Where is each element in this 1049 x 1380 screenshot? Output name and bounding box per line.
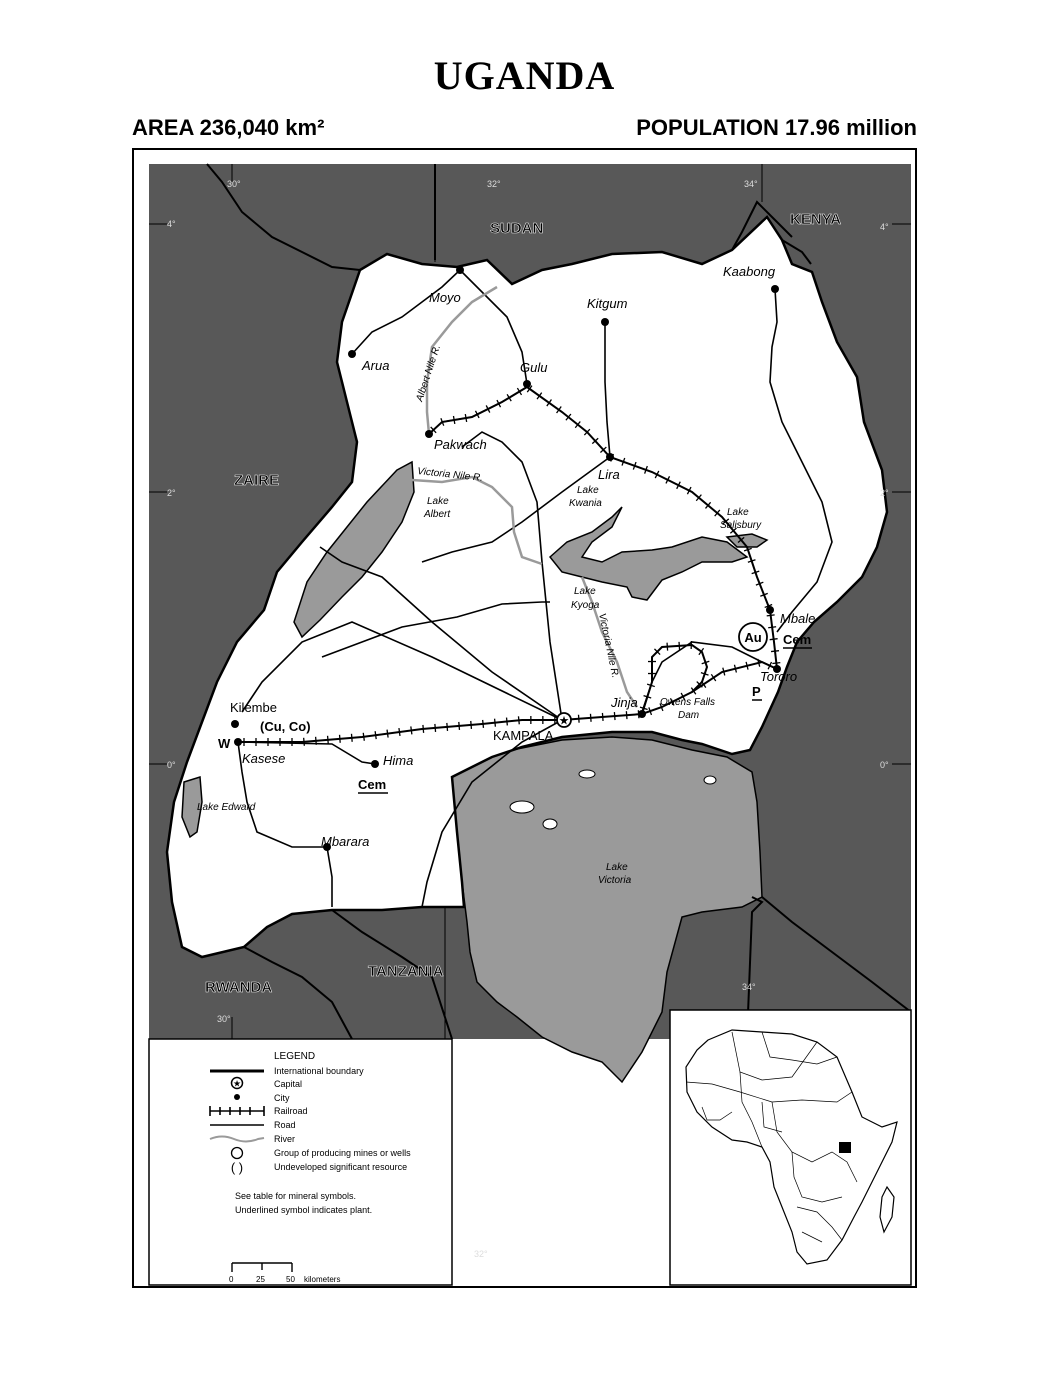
area-statistic: AREA 236,040 km² [132,115,325,140]
city-label-kampala: KAMPALA [493,728,554,743]
city-dot-lira [606,453,614,461]
population-statistic: POPULATION 17.96 million [636,115,917,140]
svg-text:★: ★ [558,713,570,728]
railroad-tie [328,736,329,744]
city-dot-pakwach [425,430,433,438]
city-label-mbarara: Mbarara [321,834,370,849]
graticule-label: 2° [167,488,176,498]
city-label-kitgum: Kitgum [587,296,628,311]
railroad-tie [447,723,448,731]
river-label-victoria-nile-south: Victoria Nile R. [596,612,621,680]
legend-note: See table for mineral symbols. [235,1191,357,1201]
lake-label-victoria: Victoria [598,875,632,886]
railroad-tie [590,714,591,722]
graticule-label: 2° [880,488,889,498]
mineral-label-cem-hima: Cem [358,777,387,792]
country-label-tanzania: TANZANIA [368,963,444,980]
railroad-tie [304,738,305,746]
lake-label-edward: Lake Edward [197,802,256,813]
city-label-tororo: Tororo [760,669,798,684]
capital-symbol-kampala [557,713,571,728]
mineral-label-w: W [218,736,231,751]
graticule-label: 32° [487,179,501,189]
legend-heading: LEGEND [274,1051,316,1062]
lake-label-salisbury: Salisbury [720,520,762,531]
railroad-tie [602,713,603,721]
city-dot-moyo [456,266,464,274]
mineral-label-cem-mbale: Cem [783,632,812,647]
dam-label-owens-falls: Owens Falls [660,697,716,708]
lake-island [543,819,557,829]
lake-label-albert: Lake [427,496,449,507]
city-label-kilembe: Kilembe [230,700,277,715]
railroad-tie [518,716,519,724]
lake-label-victoria: Lake [606,862,628,873]
river-label-victoria-nile-west: Victoria Nile R. [416,466,484,484]
city-dot-kitgum [601,318,609,326]
graticule-label: 34° [744,179,758,189]
lake-label-salisbury: Lake [727,507,749,518]
graticule-label: 4° [880,222,889,232]
railroad-tie [495,719,496,727]
city-dot-mbale [766,606,774,614]
city-label-hima: Hima [383,753,414,768]
graticule-label: 0° [880,760,889,770]
legend-symbol-mine-group [232,1148,243,1159]
scale-tick-label: 25 [256,1275,265,1284]
legend-symbol-capital [232,1078,243,1089]
railroad-tie [614,712,615,720]
graticule-label: 4° [167,219,176,229]
city-label-moyo: Moyo [429,290,461,305]
country-label-zaire: ZAIRE [234,472,279,489]
city-label-lira: Lira [598,467,620,482]
railroad-tie [579,715,580,723]
legend-symbol-city [234,1094,240,1100]
legend-item-label: River [274,1134,296,1144]
railroad-tie [483,720,484,728]
city-dot-kasese [234,738,242,746]
river-label-albert-nile: Albert Nile R. [414,343,444,403]
legend-item-label: Group of producing mines or wells [274,1148,411,1158]
railroad-tie [351,734,352,742]
map-title: UGANDA [433,53,616,98]
country-label-sudan: SUDAN [490,220,544,237]
dam-label-owens-falls: Dam [678,710,700,721]
railroad-tie [507,718,508,726]
country-label-kenya: KENYA [790,211,842,228]
lake-label-kyoga: Kyoga [571,600,600,611]
city-label-arua: Arua [362,358,390,373]
legend-item-label: Undeveloped significant resource [274,1162,408,1172]
city-dot-gulu [523,380,531,388]
legend-item-label: Capital [274,1079,303,1089]
city-label-mbale: Mbale [780,611,816,626]
railroad-tie [772,663,780,664]
railroad-tie [626,711,627,719]
uganda-locator-highlight [839,1142,851,1153]
city-label-gulu: Gulu [520,360,548,375]
city-label-kasese: Kasese [242,751,286,766]
city-dot-jinja [638,710,646,718]
lake-label-kyoga: Lake [574,586,596,597]
map-frame [132,148,917,1288]
mineral-label-au: Au [744,630,762,645]
railroad-tie [459,722,460,730]
lake-island [704,776,716,784]
city-label-pakwach: Pakwach [434,437,487,452]
lake-label-albert: Albert [424,509,451,520]
scale-tick-label: 50 [286,1275,295,1284]
lake-island [579,770,595,778]
legend-box [149,1039,452,1285]
svg-text:★: ★ [232,1078,242,1089]
legend-item-label: City [274,1093,290,1103]
graticule-label: 34° [742,982,756,992]
legend-note: Underlined symbol indicates plant. [235,1205,373,1215]
city-label-jinja: Jinja [611,695,638,710]
city-dot-kaabong [771,285,779,293]
railroad-tie [471,721,472,729]
legend-item-label: Railroad [274,1106,308,1116]
railroad-tie [435,724,436,732]
mineral-label-p: P [752,684,761,699]
railroad-tie [423,725,424,733]
railroad-tie [316,737,317,745]
lake-island [510,801,534,813]
graticule-label: 30° [227,179,241,189]
city-label-kaabong: Kaabong [723,264,776,279]
uganda-map [134,150,915,1286]
mineral-label-cu-co: (Cu, Co) [260,719,311,734]
city-dot-arua [348,350,356,358]
legend-symbol-undeveloped: ( ) [230,1160,244,1175]
scale-tick-label: 0 [229,1275,234,1284]
legend-item-label: International boundary [274,1066,364,1076]
graticule-label: 0° [167,760,176,770]
country-label-rwanda: RWANDA [205,979,273,996]
city-dot-kilembe [231,720,239,728]
lake-label-kwania: Lake [577,485,599,496]
legend-item-label: Road [274,1120,296,1130]
city-dot-hima [371,760,379,768]
graticule-label: 32° [474,1249,488,1259]
railroad-tie [771,651,779,652]
africa-locator-inset [670,1010,911,1285]
lake-label-kwania: Kwania [569,498,602,509]
railroad-tie [667,643,668,651]
railroad-tie [679,642,680,650]
railroad-tie [340,735,341,743]
scale-unit-label: kilometers [304,1275,341,1284]
graticule-label: 30° [217,1014,231,1024]
